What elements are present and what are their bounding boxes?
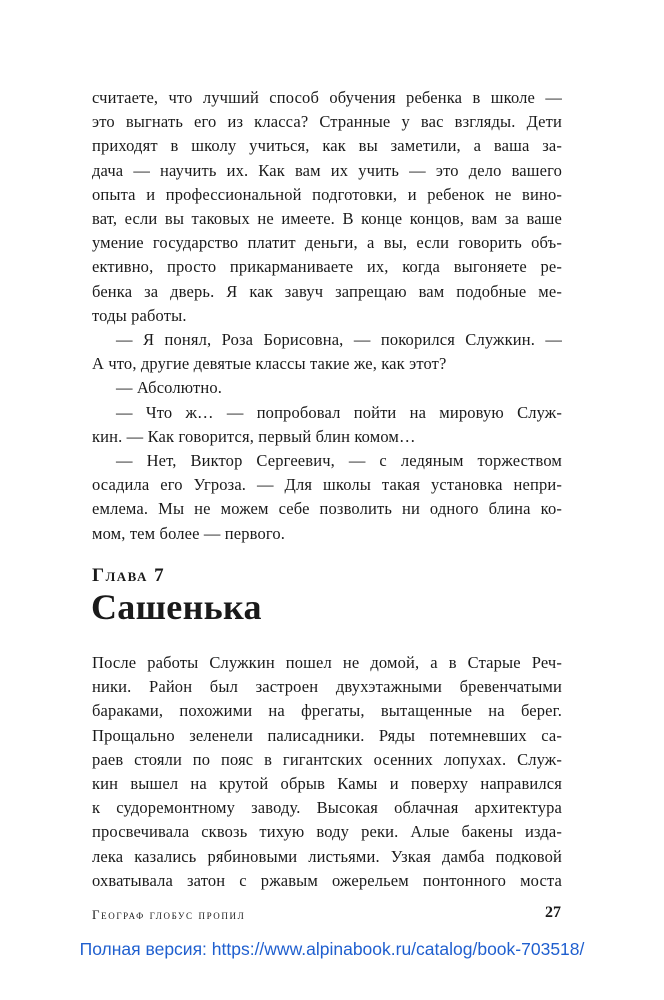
dialogue-line: — Абсолютно. (116, 378, 223, 398)
text-line: раев стояли по пояс в гигантских осенних лопухах. Служ- (92, 749, 562, 769)
dialogue-line: мом, тем более — первого. (92, 523, 286, 543)
dialogue-line: — Что ж… — попробовал пойти на мировую Служ- (116, 402, 562, 422)
dialogue-line: А что, другие девятые классы такие же, как этот? (92, 354, 447, 374)
text-line: Прощально зеленели палисадники. Ряды потемневших са- (92, 725, 562, 745)
chapter-label: Глава 7 (92, 565, 166, 586)
text-line: опыта и профессиональной подготовки, и ребенок не вино- (92, 184, 562, 204)
dialogue-line: — Я понял, Роза Борисовна, — покорился Служкин. — (116, 330, 562, 350)
text-line: приходят в школу учиться, как вы заметили, а ваша за- (92, 136, 562, 156)
dialogue-line: емлема. Мы не можем себе позволить ни одного блина ко- (92, 499, 562, 519)
text-line: считаете, что лучший способ обучения ребенка в школе — (92, 88, 562, 107)
text-line: тоды работы. (92, 305, 187, 325)
dialogue-line: осадила его Угроза. — Для школы такая установка непри- (92, 475, 562, 495)
full-version-link[interactable]: Полная версия: https://www.alpinabook.ru/catalog/book-703518/ (79, 939, 585, 959)
text-line: После работы Служкин пошел не домой, а в Старые Реч- (92, 653, 562, 672)
text-line: бенка за дверь. Я как завуч запрещаю вам подобные ме- (92, 281, 562, 301)
dialogue-line: кин. — Как говорится, первый блин комом… (92, 426, 416, 446)
text-line: бараками, похожими на фрегаты, вытащенные на берег. (92, 701, 562, 721)
dialogue-line: — Нет, Виктор Сергеевич, — с ледяным торжеством (116, 451, 562, 471)
running-footer-title: Географ глобус пропил (92, 907, 246, 922)
body-text-top (92, 86, 562, 546)
text-line: дача — научить их. Как вам их учить — это дело вашего (92, 160, 562, 180)
text-line: это выгнать его из класса? Странные у вас взгляды. Дети (92, 112, 562, 132)
page-number: 27 (545, 904, 561, 921)
text-line: кин вышел на крутой обрыв Камы и поверху направился (92, 774, 562, 794)
text-line: ники. Район был застроен двухэтажными бревенчатыми (92, 677, 562, 697)
text-line: ват, если вы таковых не имеете. В конце концов, вам за ваше (92, 209, 562, 229)
text-line: умение государство платит деньги, а вы, если говорить объ- (92, 233, 562, 253)
chapter-title: Сашенька (91, 587, 262, 627)
body-text-bottom (92, 651, 562, 893)
text-line: охватывала затон с ржавым ожерельем понтонного моста (92, 870, 562, 890)
text-line: к судоремонтному заводу. Высокая облачная архитектура (92, 798, 562, 818)
text-line: ективно, просто прикарманиваете их, когда выгоняете ре- (92, 257, 562, 277)
text-line: просвечивала сквозь тихую воду реки. Алые бакены изда- (92, 822, 562, 842)
text-line: лека казались рябиновыми листьями. Узкая дамба подковой (92, 846, 562, 866)
